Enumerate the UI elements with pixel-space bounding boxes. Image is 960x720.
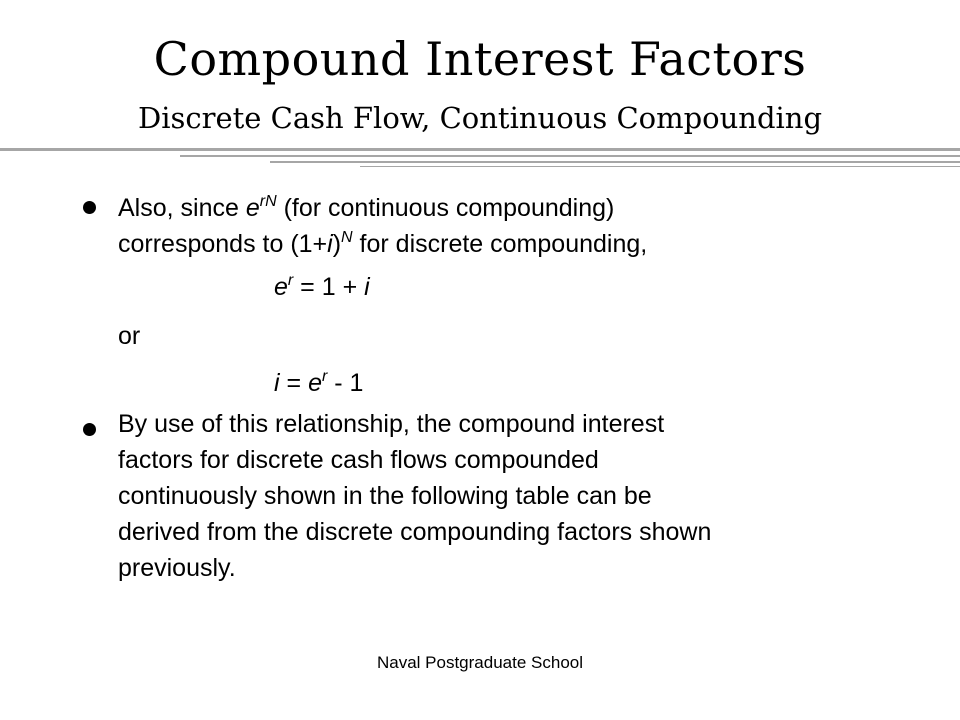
divider-line — [180, 155, 960, 157]
bullet-2-line: By use of this relationship, the compound interest — [118, 410, 665, 438]
exponent-r: r — [287, 272, 294, 289]
equation-2 — [274, 365, 363, 401]
equation-1 — [274, 269, 370, 305]
bullet-2-line: factors for discrete cash flows compounded — [118, 446, 599, 474]
text-run: corresponds to (1+ — [118, 230, 328, 258]
text-run: ) — [332, 230, 342, 258]
text-run: - 1 — [327, 369, 364, 397]
divider-line — [270, 161, 960, 163]
bullet-2-text — [118, 406, 918, 586]
var-e: e — [245, 194, 260, 222]
slide-title: Compound Interest Factors — [153, 32, 807, 86]
bullet-2-line: continuously shown in the following table can be — [118, 482, 652, 510]
var-i: i — [364, 273, 370, 301]
exponent-rN: rN — [259, 193, 277, 210]
text-run: (for continuous compounding) — [276, 194, 615, 222]
bullet-2-line: previously. — [118, 554, 236, 582]
bullet-icon — [83, 201, 96, 214]
exponent-r: r — [321, 368, 328, 385]
text-run: Also, since — [118, 194, 246, 222]
footer-text: Naval Postgraduate School — [376, 653, 584, 672]
divider-line — [360, 166, 960, 167]
bullet-1-line-2 — [118, 226, 888, 262]
var-e: e — [308, 369, 322, 397]
var-i: i — [327, 230, 333, 258]
bullet-1-line-1 — [118, 190, 888, 226]
title-divider — [0, 148, 960, 170]
text-run: = — [279, 369, 309, 397]
bullet-1-text — [118, 190, 888, 262]
var-e: e — [274, 273, 288, 301]
divider-line — [0, 148, 960, 151]
exponent-N: N — [341, 229, 353, 246]
var-i: i — [274, 369, 280, 397]
text-run: = 1 + — [293, 273, 365, 301]
slide-subtitle: Discrete Cash Flow, Continuous Compounding — [137, 101, 823, 135]
bullet-2-line: derived from the discrete compounding factors shown — [118, 518, 712, 546]
or-text: or — [118, 322, 141, 350]
text-run: for discrete compounding, — [352, 230, 648, 258]
bullet-icon — [83, 423, 96, 436]
